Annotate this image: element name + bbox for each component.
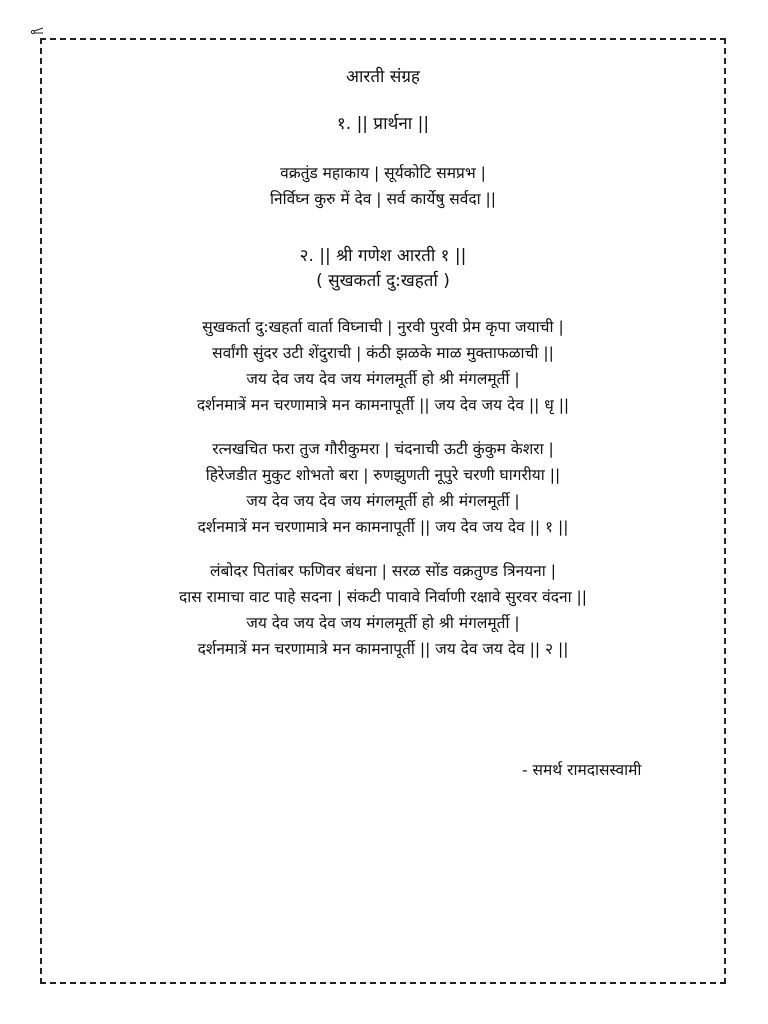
verse-line: हिरेजडीत मुकुट शोभतो बरा | रुणझुणती नूपुरे चरणी घागरीया || xyxy=(205,466,561,484)
verse-line: लंबोदर पितांबर फणिवर बंधना | सरळ सोंड वक्रतुण्ड त्रिनयना | xyxy=(210,562,556,580)
prayer-verse xyxy=(42,160,724,212)
verse-line: दास रामाचा वाट पाहे सदना | संकटी पावावे निर्वाणी रक्षावे सुरवर वंदना || xyxy=(179,588,587,606)
verse-line: जय देव जय देव जय मंगलमूर्ती हो श्री मंगलमूर्ती | xyxy=(246,614,520,632)
author-signature: - समर्थ रामदासस्वामी xyxy=(522,761,642,779)
verse-line: दर्शनमात्रें मन चरणामात्रे मन कामनापूर्ती || जय देव जय देव || धृ || xyxy=(196,396,570,414)
verse-line: सर्वांगी सुंदर उटी शेंदुराची | कंठी झळके माळ मुक्ताफळाची || xyxy=(212,344,554,362)
section-heading-prayer: १. || प्रार्थना || xyxy=(336,114,430,134)
verse-line: निर्विघ्न कुरु में देव | सर्व कार्येषु सर्वदा || xyxy=(270,190,496,208)
section-heading-aarti: २. || श्री गणेश आरती १ || xyxy=(299,246,467,266)
verse-line: सुखकर्ता दु:खहर्ता वार्ता विघ्नाची | नुरवी पुरवी प्रेम कृपा जयाची | xyxy=(202,318,564,336)
verse-line: दर्शनमात्रें मन चरणामात्रे मन कामनापूर्ती || जय देव जय देव || १ || xyxy=(197,518,569,536)
scissors-icon xyxy=(30,24,44,36)
verse-line: दर्शनमात्रें मन चरणामात्रे मन कामनापूर्ती || जय देव जय देव || २ || xyxy=(197,640,569,658)
verse-line: जय देव जय देव जय मंगलमूर्ती हो श्री मंगलमूर्ती | xyxy=(246,370,520,388)
stanza-2 xyxy=(42,436,724,540)
document-body xyxy=(42,40,724,662)
stanza-3 xyxy=(42,558,724,662)
verse-line: जय देव जय देव जय मंगलमूर्ती हो श्री मंगलमूर्ती | xyxy=(246,492,520,510)
stanza-1 xyxy=(42,314,724,418)
document-title: आरती संग्रह xyxy=(346,67,420,87)
aarti-subtitle: ( सुखकर्ता दु:खहर्ता ) xyxy=(316,271,450,291)
verse-line: रत्नखचित फरा तुज गौरीकुमरा | चंदनाची ऊटी कुंकुम केशरा | xyxy=(212,440,554,458)
verse-line: वक्रतुंड महाकाय | सूर्यकोटि समप्रभ | xyxy=(280,164,486,182)
